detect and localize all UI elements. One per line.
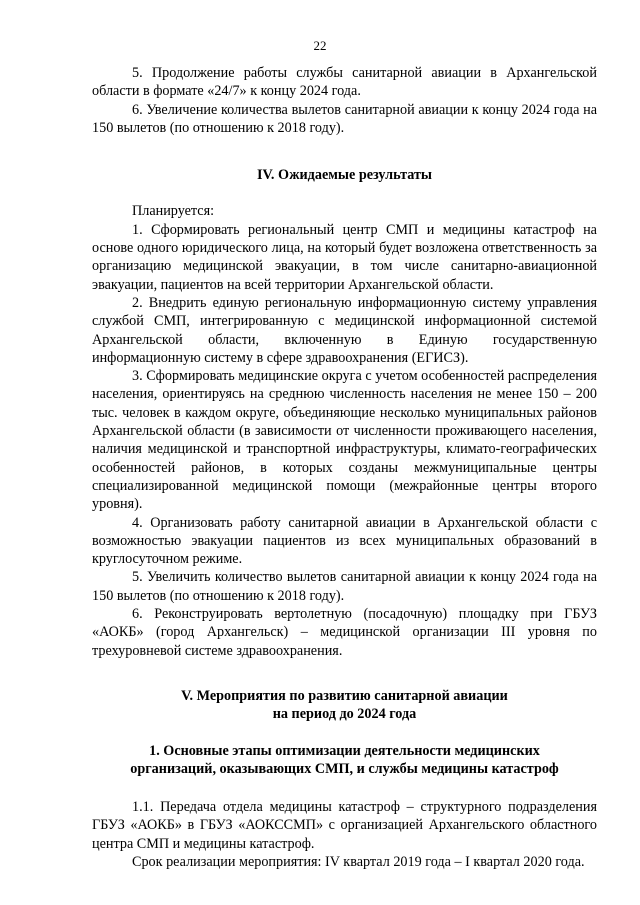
stage-item-1-1: 1.1. Передача отдела медицины катастроф – структурного подразделения ГБУЗ «АОКБ» в ГБУЗ «АОКССМП» с организацией Архангельского областного центра СМП и медицины катастроф.: [92, 799, 597, 852]
result-item-3: 3. Сформировать медицинские округа с учетом особенностей распределения населения, ориентируясь на среднюю численность населения не менее 150 – 200 тыс. человек в каждом округе, объединяющие несколько муниципальных районов Архангельской области (в зависимости от численности проживающего населения, наличия медицинской и транспортной инфраструктуры, климато-географических особенностей районов, в которых созданы межмуниципальные центры специализированной медицинской помощи (межрайонные центры второго уровня).: [92, 368, 597, 513]
measures-heading-line1: V. Мероприятия по развитию санитарной авиации: [181, 687, 508, 704]
section-heading-measures: [92, 687, 597, 724]
stages-heading-line2: организаций, оказывающих СМП, и службы медицины катастроф: [130, 760, 559, 777]
result-item-1: 1. Сформировать региональный центр СМП и медицины катастроф на основе одного юридического лица, на который будет возложена ответственность за организацию медицинской эвакуации, в том числе санитарно-авиационной эвакуации, пациентов на всей территории Архангельской области.: [92, 221, 597, 293]
section-heading-results: IV. Ожидаемые результаты: [256, 167, 433, 184]
measures-heading-line2: на период до 2024 года: [272, 706, 417, 723]
result-item-5: 5. Увеличить количество вылетов санитарной авиации к концу 2024 года на 150 вылетов (по отношению к 2018 году).: [92, 569, 597, 604]
result-item-2: 2. Внедрить единую региональную информационную систему управления службой СМП, интегрированную с медицинской информационной системой Архангельской области, включенную в Единую государственную информационную систему в сфере здравоохранения (ЕГИСЗ).: [92, 294, 597, 366]
stages-heading-line1: 1. Основные этапы оптимизации деятельности медицинских: [149, 742, 540, 759]
paragraph-top-item-5: 5. Продолжение работы службы санитарной авиации в Архангельской области в формате «24/7» к концу 2024 года.: [92, 65, 597, 100]
subsection-heading-stages: [92, 742, 597, 779]
result-item-6: 6. Реконструировать вертолетную (посадочную) площадку при ГБУЗ «АОКБ» (город Архангельск) – медицинской организации III уровня по трехуровневой системе здравоохранения.: [92, 606, 597, 659]
result-item-4: 4. Организовать работу санитарной авиации в Архангельской области с возможностью эвакуации пациентов из всех муниципальных образований в круглосуточном режиме.: [92, 514, 597, 568]
page-number: 22: [313, 38, 327, 53]
document-body: [92, 64, 597, 871]
plan-intro: Планируется:: [132, 203, 215, 220]
stage-item-deadline: Срок реализации мероприятия: IV квартал 2019 года – I квартал 2020 года.: [132, 853, 585, 870]
paragraph-top-item-6: 6. Увеличение количества вылетов санитарной авиации к концу 2024 года на 150 вылетов (по отношению к 2018 году).: [92, 101, 597, 136]
